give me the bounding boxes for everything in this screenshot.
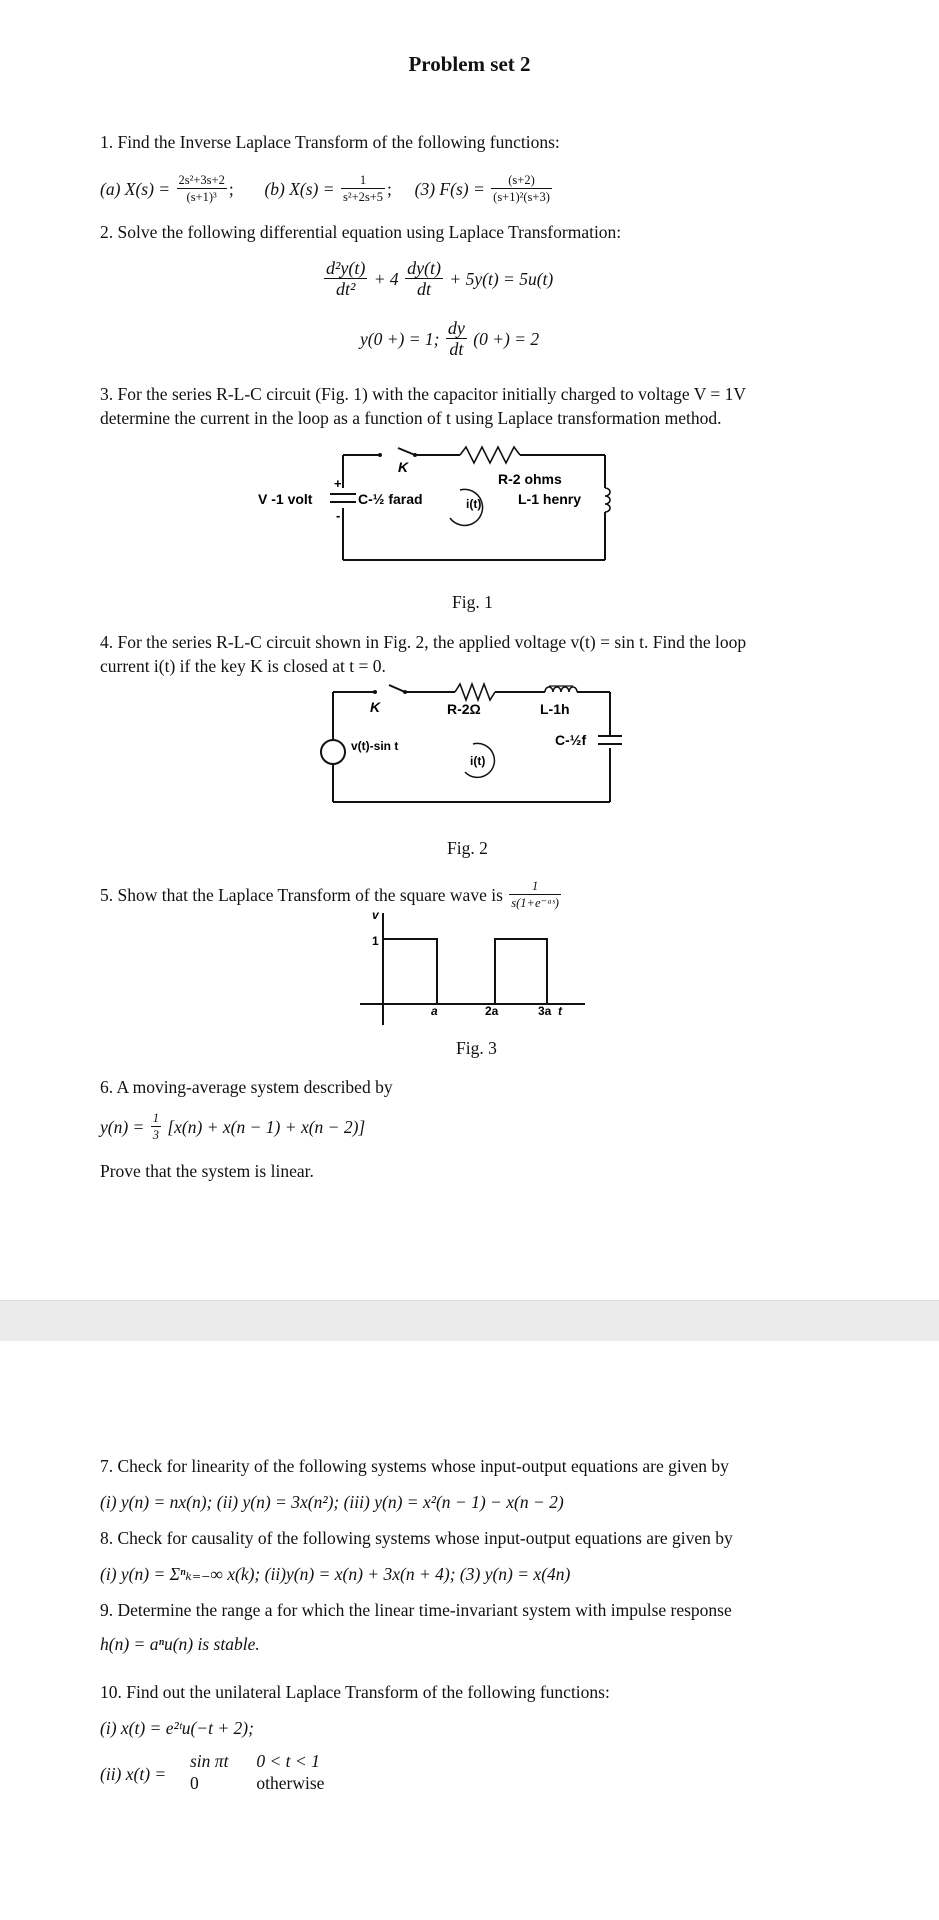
- fig3-caption: Fig. 3: [456, 1038, 497, 1058]
- fig2-current-label: i(t): [470, 754, 486, 768]
- p2-ic-fraction: [446, 318, 467, 359]
- p1-c-label: (3) F(s) =: [414, 178, 485, 199]
- fig2-switch-label: K: [370, 699, 381, 715]
- fig1-switch-label: K: [398, 459, 409, 475]
- p1-b-fraction: [341, 172, 385, 205]
- p2-plus4: + 4: [373, 268, 399, 289]
- p8-line2: (i) y(n) = Σⁿₖ₌₋∞ x(k); (ii)y(n) = x(n) + 3x(n + 4); (3) y(n) = x(4n): [100, 1564, 571, 1584]
- fig3-a-tick: a: [431, 1004, 438, 1018]
- p2-ic-den: dt: [449, 339, 464, 359]
- fig2-resistor-label: R-2Ω: [447, 701, 481, 717]
- p1-c-num: (s+2): [491, 172, 552, 189]
- p1-b-label: (b) X(s) =: [264, 178, 335, 199]
- p1-c-den: (s+1)²(s+3): [493, 190, 550, 204]
- p3-line2: determine the current in the loop as a function of t using Laplace transformation method.: [100, 408, 722, 428]
- p10-line1: 10. Find out the unilateral Laplace Transform of the following functions:: [100, 1682, 610, 1702]
- p2-eq-rest: + 5y(t) = 5u(t): [449, 268, 554, 289]
- p1-c-fraction: [491, 172, 552, 205]
- p2-d1-fraction: [405, 258, 443, 299]
- p2-equation: [322, 258, 553, 299]
- fig2-capacitor-label: C-½f: [555, 732, 587, 748]
- fig3-2a-tick: 2a: [485, 1004, 499, 1018]
- p9-line2: h(n) = aⁿu(n) is stable.: [100, 1634, 260, 1654]
- p2-d1-num: dy(t): [407, 258, 442, 278]
- p10-case1-val: sin πt: [190, 1751, 229, 1771]
- fig1-plus-sign: +: [334, 476, 342, 491]
- p1-equations: (a) X(s) = $\frac{\text{2s²+3s+2}}{\text{(s+1)³}}$ ; (b) X(s) = $\frac{1}{\text{s²+2s+5}}$ ; (3) F(s) = $\frac{(s+2)}{\text{(s+1)²(s+3)}}$: [100, 173, 550, 204]
- p7-line2: (i) y(n) = nx(n); (ii) y(n) = 3x(n²); (iii) y(n) = x²(n − 1) − x(n − 2): [100, 1492, 564, 1512]
- p6-fraction: [151, 1110, 161, 1143]
- fig3-t-axis: t: [558, 1004, 562, 1018]
- p10-case2-val: 0: [190, 1773, 199, 1793]
- fig1-caption: Fig. 1: [452, 592, 493, 612]
- p10-case2-cond: otherwise: [256, 1773, 325, 1793]
- fig1-switch-contact: [413, 453, 417, 457]
- p3-line1: 3. For the series R-L-C circuit (Fig. 1) with the capacitor initially charged to voltage V = 1V: [100, 384, 747, 404]
- fig2-circuit: [315, 680, 625, 810]
- p6-line1: 6. A moving-average system described by: [100, 1077, 393, 1097]
- page-divider: [0, 1300, 939, 1341]
- fig1-source-label: V -1 volt: [258, 491, 313, 507]
- fig3-one-label: 1: [372, 934, 379, 948]
- fig2-switch-contact: [403, 690, 407, 694]
- fig1-resistor-label: R-2 ohms: [498, 471, 562, 487]
- p1-b-num: 1: [341, 172, 385, 189]
- p1-b-den: s²+2s+5: [342, 190, 384, 204]
- p2-d1-den: dt: [417, 279, 432, 299]
- p1-a-num: 2s²+3s+2: [178, 173, 225, 187]
- p4-line2: current i(t) if the key K is closed at t = 0.: [100, 656, 386, 676]
- fig1-capacitor-label: C-½ farad: [358, 491, 423, 507]
- p6-eq-left: y(n) =: [100, 1116, 145, 1137]
- p10-ii-label: (ii) x(t) =: [100, 1764, 167, 1784]
- p2-initial-conditions: [360, 318, 539, 359]
- p10-line2: (i) x(t) = e²ᵗu(−t + 2);: [100, 1718, 254, 1738]
- p6-line3: Prove that the system is linear.: [100, 1161, 314, 1181]
- p1-a-den: (s+1)³: [186, 190, 217, 204]
- fig2-switch-pivot: [373, 690, 377, 694]
- p5-num: 1: [509, 878, 561, 895]
- p7-line1: 7. Check for linearity of the following systems whose input-output equations are given by: [100, 1456, 729, 1476]
- p10-piecewise: [190, 1750, 324, 1794]
- fig1-inductor-label: L-1 henry: [518, 491, 582, 507]
- p2-ic-num: dy: [447, 318, 465, 338]
- p5-den: s(1+e⁻ᵃˢ): [511, 896, 559, 910]
- p1-a-fraction: [177, 172, 227, 205]
- fig3-v-axis: v: [372, 908, 379, 922]
- fig1-minus-sign: -: [336, 508, 341, 523]
- p1-a-label: (a) X(s) =: [100, 178, 171, 199]
- p1-heading: 1. Find the Inverse Laplace Transform of the following functions:: [100, 132, 560, 152]
- fig1-switch-pivot: [378, 453, 382, 457]
- p2-ic-left: y(0 +) = 1;: [360, 328, 440, 349]
- p6-eq-right: [x(n) + x(n − 1) + x(n − 2)]: [167, 1116, 366, 1137]
- p6-den: 3: [152, 1128, 159, 1142]
- fig2-inductor-label: L-1h: [540, 701, 570, 717]
- fig2-source-label: v(t)-sin t: [351, 739, 399, 753]
- p8-line1: 8. Check for causality of the following systems whose input-output equations are given by: [100, 1528, 733, 1548]
- fig3-3a-tick: 3a: [538, 1004, 552, 1018]
- p2-ic-right: (0 +) = 2: [473, 328, 540, 349]
- p10-case1-cond: 0 < t < 1: [256, 1751, 320, 1771]
- fig1-current-label: i(t): [466, 497, 482, 511]
- p5-text: 5. Show that the Laplace Transform of the square wave is: [100, 884, 503, 905]
- p2-d2-den: dt²: [335, 279, 356, 299]
- p9-line1: 9. Determine the range a for which the linear time-invariant system with impulse response: [100, 1600, 732, 1620]
- p2-d2-num: d²y(t): [326, 258, 366, 278]
- fig3-square-wave: [355, 905, 595, 1025]
- p6-equation: [100, 1110, 365, 1143]
- p2-heading: 2. Solve the following differential equation using Laplace Transformation:: [100, 222, 622, 242]
- fig2-caption: Fig. 2: [447, 838, 488, 858]
- p2-d2-fraction: [324, 258, 367, 299]
- p4-line1: 4. For the series R-L-C circuit shown in Fig. 2, the applied voltage v(t) = sin t. Find the loop: [100, 632, 747, 652]
- page-title: Problem set 2: [408, 52, 531, 76]
- fig1-circuit: [250, 440, 630, 570]
- p6-num: 1: [152, 1111, 159, 1125]
